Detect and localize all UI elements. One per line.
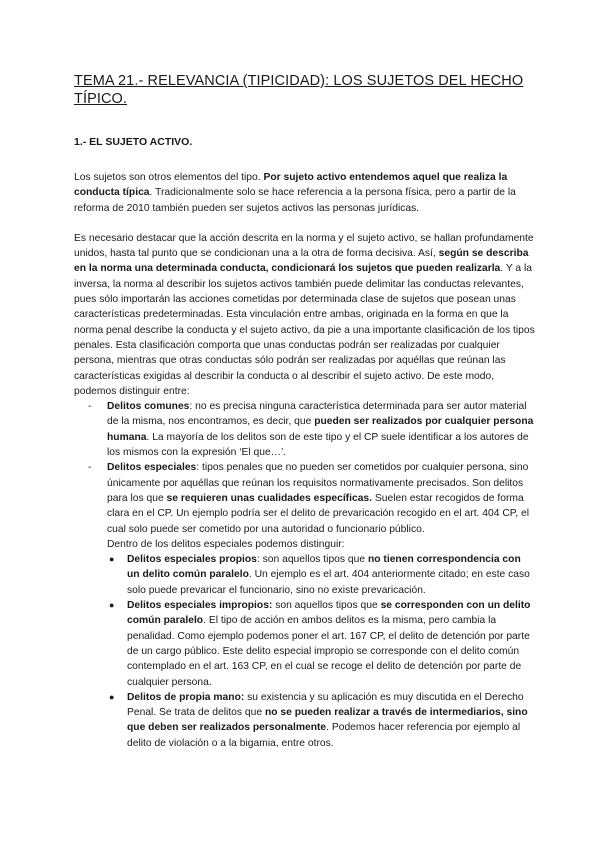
- bullet-marker: ●: [109, 554, 115, 565]
- dash-marker: -: [88, 401, 92, 413]
- especiales-sublist: [107, 552, 536, 751]
- list-item-especiales-impropios: ● Delitos especiales impropios: son aquellos tipos que se corresponden con un delito común paralelo. El tipo de acción en ambos delitos es la misma, pero cambia la penalidad. Como ejemplo podemos poner el art. 167 CP, el delito de detención por parte de un cargo público. Este delito especial impropio se corresponde con el delito común contemplado en el art. 163 CP, en el cual se recoge el delito de detención por parte de cualquier persona.: [109, 600, 531, 688]
- list-item-propia-mano: ● Delitos de propia mano: su existencia y su aplicación es muy discutida en el Derecho Penal. Se trata de delitos que no se pueden realizar a través de intermediarios, sino que deben ser realizados personalmente. Podemos hacer referencia por ejemplo al delito de violación o a la bigamia, entre otros.: [109, 691, 528, 749]
- especiales-intro: Dentro de los delitos especiales podemos distinguir:: [107, 538, 345, 550]
- document-page: [74, 72, 536, 751]
- list-item-delitos-comunes: - Delitos comunes: no es precisa ninguna característica determinada para ser autor material de la misma, nos encontramos, es decir, que pueden ser realizados por cualquier persona humana. La mayoría de los delitos son de este tipo y el CP suele identificar a los autores de los mismos con la expresión ‘El que…’.: [88, 401, 534, 459]
- bullet-marker: ●: [109, 600, 115, 611]
- dash-marker: -: [88, 462, 92, 474]
- list-item-especiales-propios: ● Delitos especiales propios: son aquellos tipos que no tienen correspondencia con un delito común paralelo. Un ejemplo es el art. 404 anteriormente citado; en este caso solo puede prevaricar el funcionario, sino no existe prevaricación.: [109, 554, 530, 596]
- paragraph-relation: Es necesario destacar que la acción descrita en la norma y el sujeto activo, se hallan profundamente unidos, hasta tal punto que se condicionan una a la otra de forma decisiva. Así, según se describa en la norma una determinada conducta, condicionará los sujetos que pueden realizarla. Y a la inversa, la norma al describir los sujetos activos también puede delimitar las conductas relevantes, pues sólo importarán las acciones cometidas por determinada clase de sujetos que posean unas características predeterminadas. Esta vinculación entre ambas, originada en la forma en que la norma penal describe la conducta y el sujeto activo, da pie a una importante clasificación de los tipos penales. Esta clasificación comporta que unas conductas podrán ser realizadas por cualquier persona, mientras que otras conductas sólo podrán ser realizadas por aquéllas que reúnan las características exigidas al describir la conducta o al describir el sujeto activo. De este modo, podemos distinguir entre:: [74, 232, 535, 397]
- list-item-delitos-especiales: - Delitos especiales: tipos penales que no pueden ser cometidos por cualquier persona, sino únicamente por aquéllas que reúnan los requisitos normativamente precisados. Son delitos para los que se requieren unas cualidades específicas. Suelen estar recogidos de forma clara en el CP. Un ejemplo podría ser el delito de prevaricación recogido en el art. 404 CP, el cual solo puede ser cometido por una autoridad o funcionario público. Dentro de los delitos especiales podemos distinguir: ● Delitos especiales propios: son aquellos tipos que no tienen correspondencia con un delito común paralelo. Un ejemplo es el art. 404 anteriormente citado; en este caso solo puede prevaricar el funcionario, sino no existe prevaricación. ● Delitos especiales impropios: son aquellos tipos que se corresponden con un delito común paralelo. El tipo de acción en ambos delitos es la misma, pero cambia la penalidad. Como ejemplo podemos poner el art. 167 CP, el delito de detención por parte de un cargo público. Este delito especial impropio se corresponde con el delito común contemplado en el art. 163 CP, en el cual se recoge el delito de detención por parte de cualquier persona. ● Delitos de propia mano: su existencia y su aplicación es muy discutida en el Derecho Penal. Se trata de delitos que no se pueden realizar a través de intermediarios, sino que deben ser realizados personalmente. Podemos hacer referencia por ejemplo al delito de violación o a la bigamia, entre otros.: [74, 460, 536, 751]
- paragraph-intro: Los sujetos son otros elementos del tipo. Por sujeto activo entendemos aquel que realiza la conducta típica. Tradicionalmente solo se hace referencia a la persona física, pero a partir de la reforma de 2010 también pueden ser sujetos activos las personas jurídicas.: [74, 172, 516, 214]
- page-title: TEMA 21.- RELEVANCIA (TIPICIDAD): LOS SUJETOS DEL HECHO TÍPICO.: [74, 73, 524, 107]
- bullet-marker: ●: [109, 691, 115, 702]
- crime-type-list: [74, 399, 536, 751]
- section-heading: 1.- EL SUJETO ACTIVO.: [74, 136, 193, 148]
